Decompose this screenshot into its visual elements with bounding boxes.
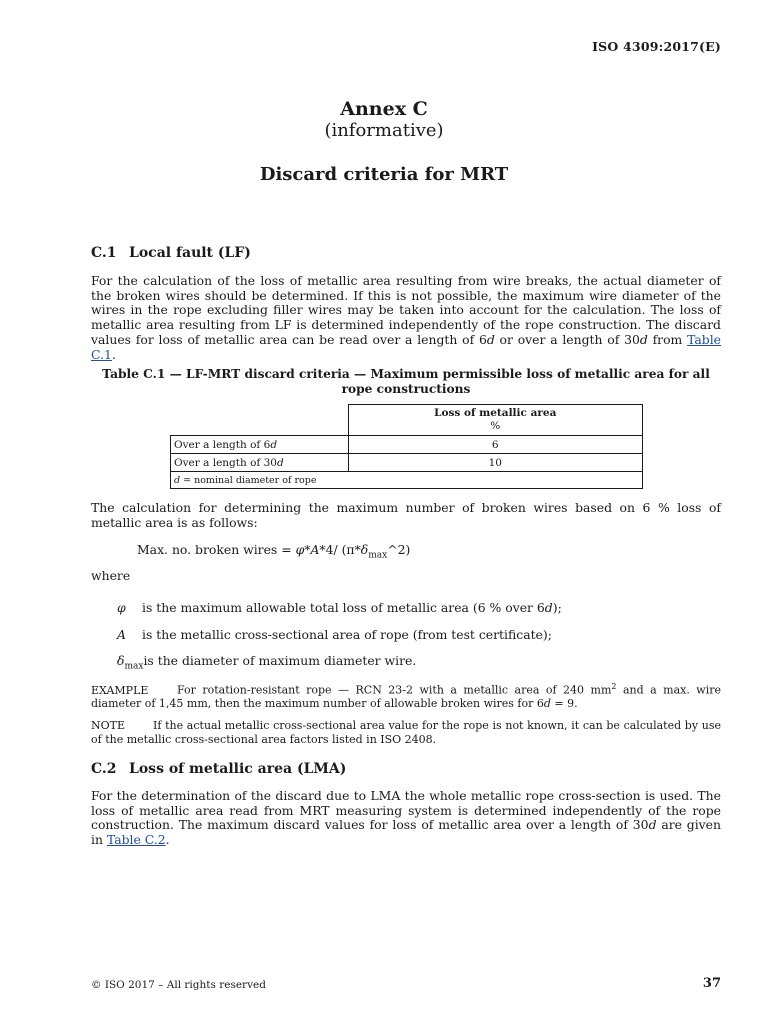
section-heading-c1 <box>91 245 251 261</box>
row-label: Over a length of 6d <box>171 436 349 454</box>
formula: Max. no. broken wires = φ*A*4/ $(\pi*\delta_{max}\^{}2)$ <box>137 542 411 561</box>
row-value: 10 <box>348 454 643 472</box>
page-title: Discard criteria for MRT <box>259 164 509 185</box>
table-row <box>171 454 643 472</box>
table-c1 <box>170 404 643 489</box>
section-title: Local fault (LF) <box>129 245 251 261</box>
table-row <box>171 436 643 454</box>
definition-a: A is the metallic cross-sectional area of rope (from test certificate); <box>117 627 552 642</box>
document-id: ISO 4309:2017(E) <box>592 39 721 54</box>
definition-phi: φ is the maximum allowable total loss of metallic area (6 % over 6d); <box>117 600 562 615</box>
annex-subtitle: (informative) <box>324 120 444 141</box>
note: NOTE If the actual metallic cross-sectional area value for the rope is not known, it can be calculated by use of the metallic cross-sectional area factors listed in ISO 2408. <box>91 719 721 746</box>
section-title: Loss of metallic area (LMA) <box>129 761 347 777</box>
definition-delta: $\delta_{max}is$ the diameter of maximum diameter wire. <box>117 653 417 672</box>
where-label: where <box>91 568 131 583</box>
example-note: EXAMPLE For rotation-resistant rope — RCN 23-2 with a metallic area of 240 $mm^2$ and a max. wire diameter of 1,45 mm, then the maximum number of allowable broken wires for 6d = 9. <box>91 682 722 711</box>
annex-title: Annex C <box>340 98 428 120</box>
copyright: © ISO 2017 – All rights reserved <box>91 979 266 991</box>
table-corner-cell <box>171 405 349 436</box>
paragraph-c2: For the determination of the discard due to LMA the whole metallic rope cross-section is used. The loss of metallic area read from MRT measuring system is determined independently of the rope construction. The maximum discard values for loss of metallic area over a length of 30d are given in Table C.2. <box>91 788 721 848</box>
row-label: Over a length of 30d <box>171 454 349 472</box>
table-c1-link[interactable]: Table C.1 <box>91 331 721 362</box>
page-number: 37 <box>702 976 721 991</box>
section-number: C.2 <box>91 761 117 777</box>
table-header: Loss of metallic area % <box>348 405 643 436</box>
table-caption: Table C.1 — LF-MRT discard criteria — Maximum permissible loss of metallic area for all rope constructions <box>102 367 710 396</box>
section-number: C.1 <box>91 245 117 261</box>
table-footnote: d = nominal diameter of rope <box>171 472 643 489</box>
table-c2-link[interactable]: Table C.2 <box>106 832 166 848</box>
calculation-intro: The calculation for determining the maximum number of broken wires based on 6 % loss of metallic area is as follows: <box>91 500 721 530</box>
row-value: 6 <box>348 436 643 454</box>
section-heading-c2 <box>91 761 346 777</box>
paragraph-c1: For the calculation of the loss of metallic area resulting from wire breaks, the actual diameter of the broken wires should be determined. If this is not possible, the maximum wire diameter of the wires in the rope excluding filler wires may be taken into account for the calculation. The loss of metallic area resulting from LF is determined independently of the rope construction. The discard values for loss of metallic area can be read over a length of 6d or over a length of 30d from Table C.1. <box>91 273 721 362</box>
